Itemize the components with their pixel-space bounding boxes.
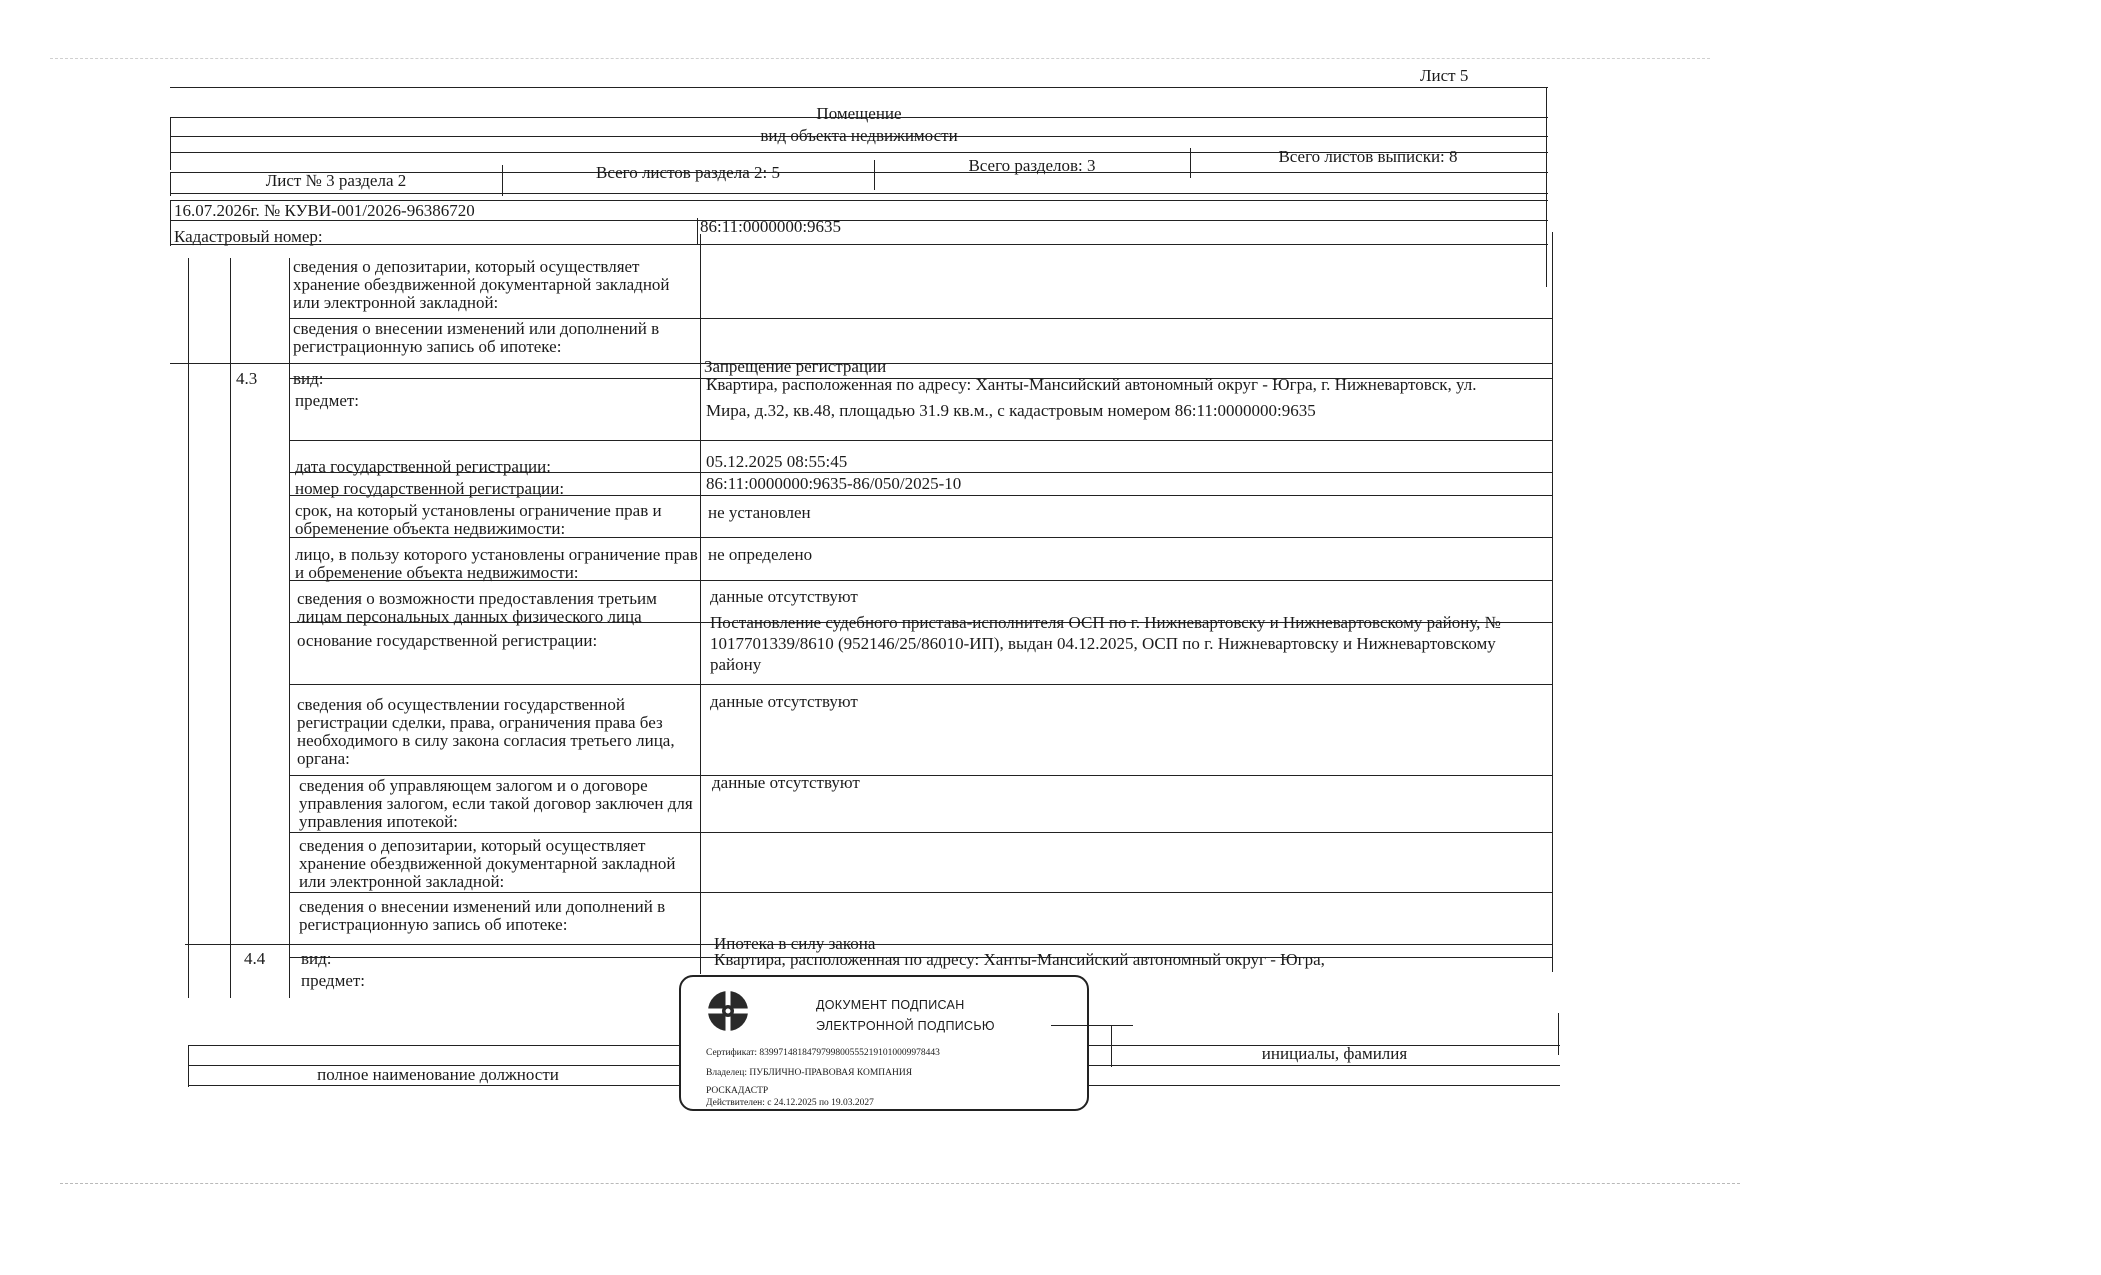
row-value: данные отсутствуют <box>712 773 860 792</box>
row-label: предмет: <box>301 971 366 990</box>
stamp-line-1: ДОКУМЕНТ ПОДПИСАН <box>816 998 965 1012</box>
position-caption: полное наименование должности <box>317 1065 559 1084</box>
cadastral-value: 86:11:0000000:9635 <box>700 217 842 236</box>
sections-total: Всего разделов: 3 <box>968 156 1096 175</box>
row-label: вид: <box>293 369 324 388</box>
row-label: номер государственной регистрации: <box>295 479 565 498</box>
sheet-number: Лист № 3 раздела 2 <box>265 171 407 190</box>
row-value: Постановление судебного пристава-исполнителя ОСП по г. Нижневартовску и Нижневартовскому району, № 1017701339/8610 (952146/25/86010-ИП), выдан 04.12.2025, ОСП по г. Нижневартовску и Нижневартовскому району <box>710 613 1501 674</box>
scan-edge-bottom <box>60 1183 1740 1184</box>
row-value: Запрещение регистрации <box>704 357 887 376</box>
row-value: 05.12.2025 08:55:45 <box>706 452 848 471</box>
row-value: 86:11:0000000:9635-86/050/2025-10 <box>706 474 962 493</box>
row-label: основание государственной регистрации: <box>297 631 598 650</box>
stamp-validity: Действителен: с 24.12.2025 по 19.03.2027 <box>706 1098 874 1108</box>
row-value: не установлен <box>708 503 811 522</box>
entry-number: 4.4 <box>244 949 266 968</box>
stamp-owner: РОСКАДАСТР <box>706 1086 769 1096</box>
sheets-total: Всего листов выписки: 8 <box>1278 147 1458 166</box>
row-value: данные отсутствуют <box>710 587 858 606</box>
stamp-owner: Владелец: ПУБЛИЧНО-ПРАВОВАЯ КОМПАНИЯ <box>706 1068 913 1078</box>
stamp-rule <box>1051 1025 1133 1026</box>
sheet-label: Лист 5 <box>1420 66 1469 85</box>
row-label: вид: <box>301 949 332 968</box>
column-border <box>230 258 231 998</box>
object-type-caption: вид объекта недвижимости <box>760 126 958 145</box>
cadastral-label: Кадастровый номер: <box>174 227 323 246</box>
top-row-label: сведения о депозитарии, который осуществляет хранение обездвиженной документарной закладной или электронной закладной: <box>293 257 670 312</box>
row-value: Квартира, расположенная по адресу: Ханты-Мансийский автономный округ - Югра, <box>714 950 1325 969</box>
row-label: предмет: <box>295 391 360 410</box>
date-and-number: 16.07.2026г. № КУВИ-001/2026-96386720 <box>174 201 475 220</box>
row-label: сведения об управляющем залогом и о договоре управления залогом, если такой договор заключен для управления ипотекой: <box>299 776 693 831</box>
stamp-line-2: ЭЛЕКТРОННОЙ ПОДПИСЬЮ <box>816 1019 995 1033</box>
initials-caption: инициалы, фамилия <box>1261 1044 1408 1063</box>
row-label: сведения об осуществлении государственной регистрации сделки, права, ограничения права без необходимого в силу закона согласия третьего лица, органа: <box>297 695 675 768</box>
top-row-label: сведения о внесении изменений или дополнений в регистрационную запись об ипотеке: <box>293 319 660 356</box>
scan-edge-top <box>50 58 1710 59</box>
row-value: Ипотека в силу закона <box>714 934 876 953</box>
row-value: Квартира, расположенная по адресу: Ханты-Мансийский автономный округ - Югра, г. Нижневартовск, ул. Мира, д.32, кв.48, площадью 31.9 кв.м., с кадастровым номером 86:11:0000000:9635 <box>706 375 1477 420</box>
e-signature-stamp <box>679 975 1089 1111</box>
row-value: данные отсутствуют <box>710 692 858 711</box>
row-label: сведения о депозитарии, который осуществляет хранение обездвиженной документарной закладной или электронной закладной: <box>299 836 676 891</box>
emblem-icon <box>706 989 750 1033</box>
stamp-certificate: Сертификат: 83997148184797998005552191010009978443 <box>706 1048 940 1058</box>
row-label: лицо, в пользу которого установлены ограничение прав и обременение объекта недвижимости: <box>295 545 698 582</box>
object-name: Помещение <box>816 104 902 123</box>
sheets-in-section: Всего листов раздела 2: 5 <box>596 163 780 182</box>
column-border <box>188 258 189 998</box>
row-label: дата государственной регистрации: <box>295 457 551 476</box>
row-label: сведения о возможности предоставления третьим лицам персональных данных физического лица <box>297 589 657 626</box>
row-label: срок, на который установлены ограничение прав и обременение объекта недвижимости: <box>295 501 662 538</box>
entry-number: 4.3 <box>236 369 258 388</box>
row-label: сведения о внесении изменений или дополнений в регистрационную запись об ипотеке: <box>299 897 666 934</box>
row-value: не определено <box>708 545 813 564</box>
